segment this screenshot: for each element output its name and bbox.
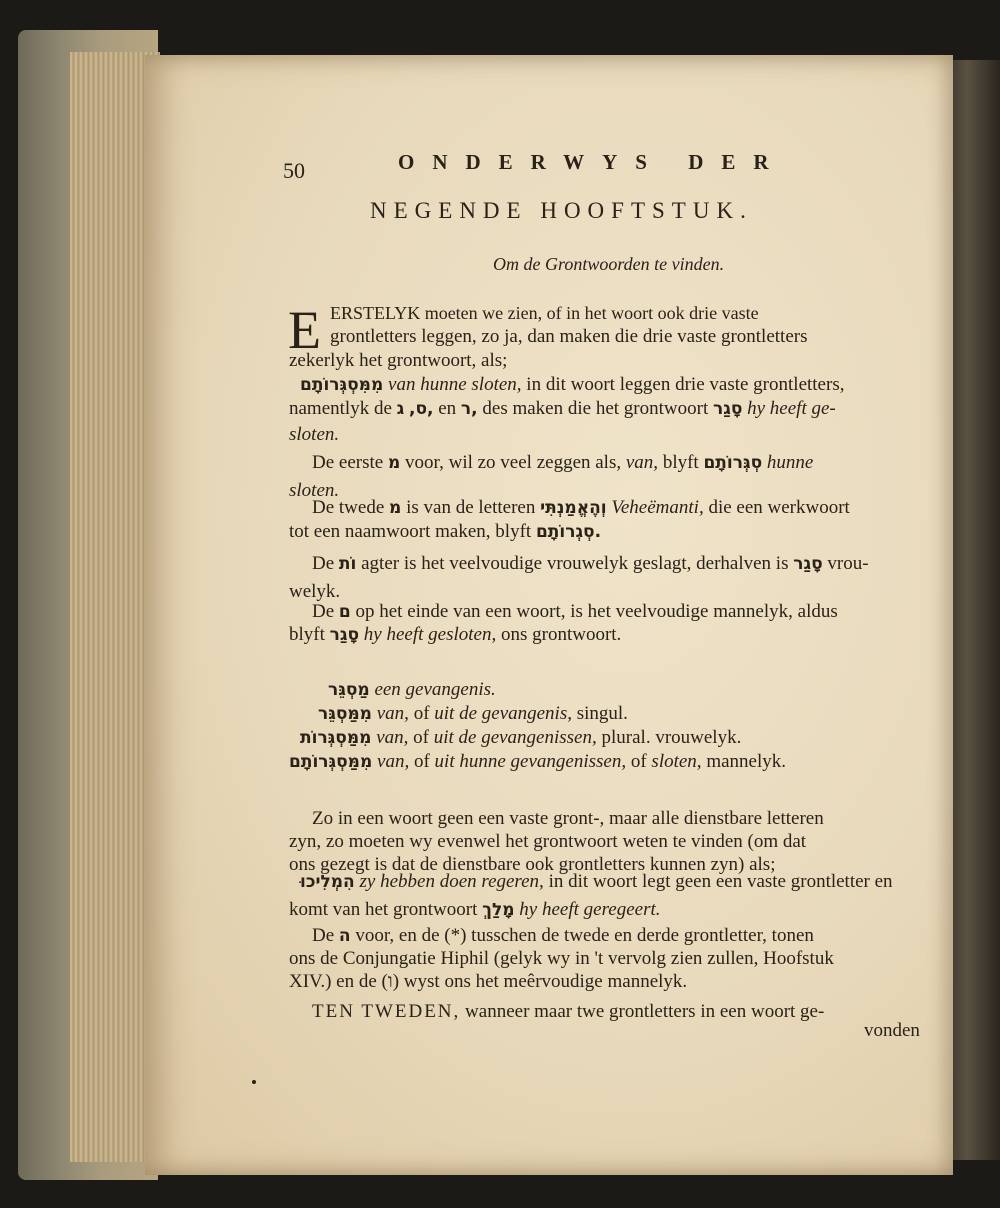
chapter-title: NEGENDE HOOFTSTUK. bbox=[370, 198, 753, 223]
text-line: grontletters leggen, zo ja, dan maken die drie vaste grontletters bbox=[330, 326, 808, 347]
hebrew-word: מִמִּסְגְּרוֹתָם bbox=[300, 375, 384, 395]
table-row: מִמַּסְגְּרוֹת van, of uit de gevangenissen, plural. vrouwelyk. bbox=[300, 727, 742, 748]
hebrew-word: וְהֶאֱמַנְתִּי bbox=[540, 498, 607, 518]
hebrew-letter: ס, bbox=[409, 399, 428, 419]
chapter-subtitle: Om de Grontwoorden te vinden. bbox=[493, 254, 725, 274]
text-line: komt van het grontwoort מָלַךְ hy heeft geregeert. bbox=[289, 899, 661, 920]
text-line: הִמְלִיכוּ zy hebben doen regeren, in dit woort legt geen een vaste grontletter en bbox=[300, 871, 893, 892]
hebrew-word: הִמְלִיכוּ bbox=[300, 872, 355, 892]
table-row: מִמַּסְגְּרוֹתָם van, of uit hunne gevangenissen, of sloten, mannelyk. bbox=[289, 751, 786, 772]
hebrew-word: סָגַר bbox=[712, 399, 743, 419]
hebrew-word: סָגַר bbox=[793, 554, 823, 574]
text-line: Zo in een woort geen een vaste gront-, maar alle dienstbare letteren bbox=[312, 808, 824, 829]
text-line: welyk. bbox=[289, 581, 341, 602]
text-line: De twede מ is van de letteren וְהֶאֱמַנְתִּי Veheëmanti, die een werkwoort bbox=[312, 497, 850, 518]
text-line: De ה voor, en de (*) tusschen de twede en derde grontletter, tonen bbox=[312, 925, 814, 946]
text-line: namentlyk de ס, ג, en ר, des maken die het grontwoort סָגַר hy heeft ge- bbox=[289, 398, 836, 419]
hebrew-letter: ג, bbox=[396, 399, 434, 419]
hebrew-letter: ר, bbox=[460, 399, 478, 419]
running-head: ONDERWYS DER bbox=[398, 150, 787, 174]
text-line: blyft סָגַר hy heeft gesloten, ons grontwoort. bbox=[289, 624, 622, 645]
hebrew-word: מָלַךְ bbox=[482, 900, 515, 920]
book-cover-right bbox=[945, 60, 1000, 1160]
hebrew-word: סְגְרוֹתָם. bbox=[535, 522, 602, 542]
drop-cap: E bbox=[288, 300, 321, 360]
text-line: ons gezegt is dat de dienstbare ook grontletters kunnen zyn) als; bbox=[289, 854, 776, 875]
text-line: sloten. bbox=[289, 424, 340, 445]
page-number: 50 bbox=[283, 158, 305, 183]
text-line: De וֹת agter is het veelvoudige vrouwelyk geslagt, derhalven is סָגַר vrou- bbox=[312, 553, 869, 574]
hebrew-word: סְגְּרוֹתָם bbox=[703, 453, 763, 473]
text-line: ERSTELYK moeten we zien, of in het woort ook drie vaste bbox=[330, 303, 759, 323]
ink-spot bbox=[252, 1080, 256, 1084]
text-line: TEN TWEDEN, wanneer maar twe grontletters in een woort ge- bbox=[312, 1001, 825, 1022]
text-line: מִמִּסְגְּרוֹתָם van hunne sloten, in dit woort leggen drie vaste grontletters, bbox=[300, 374, 845, 395]
text-line: XIV.) en de (ו) wyst ons het meêrvoudige mannelyk. bbox=[289, 971, 688, 992]
text-line: tot een naamwoort maken, blyft סְגְרוֹתָם. bbox=[289, 521, 602, 542]
table-row: מַסְגֵּר een gevangenis. bbox=[328, 679, 496, 700]
catchword: vonden bbox=[864, 1020, 920, 1041]
text-line: zekerlyk het grontwoort, als; bbox=[289, 350, 508, 371]
table-row: מִמַּסְגֵּר van, of uit de gevangenis, singul. bbox=[318, 703, 628, 724]
text-line: De eerste מ voor, wil zo veel zeggen als, van, blyft סְגְּרוֹתָם hunne bbox=[312, 452, 814, 473]
text-line: zyn, zo moeten wy evenwel het grontwoort weten te vinden (om dat bbox=[289, 831, 807, 852]
text-line: ons de Conjungatie Hiphil (gelyk wy in 't vervolg zien zullen, Hoofstuk bbox=[289, 948, 834, 969]
hebrew-word: סָגַר bbox=[329, 625, 360, 645]
text-line: sloten. bbox=[289, 480, 340, 501]
text-line: De ם op het einde van een woort, is het veelvoudige mannelyk, aldus bbox=[312, 601, 838, 622]
